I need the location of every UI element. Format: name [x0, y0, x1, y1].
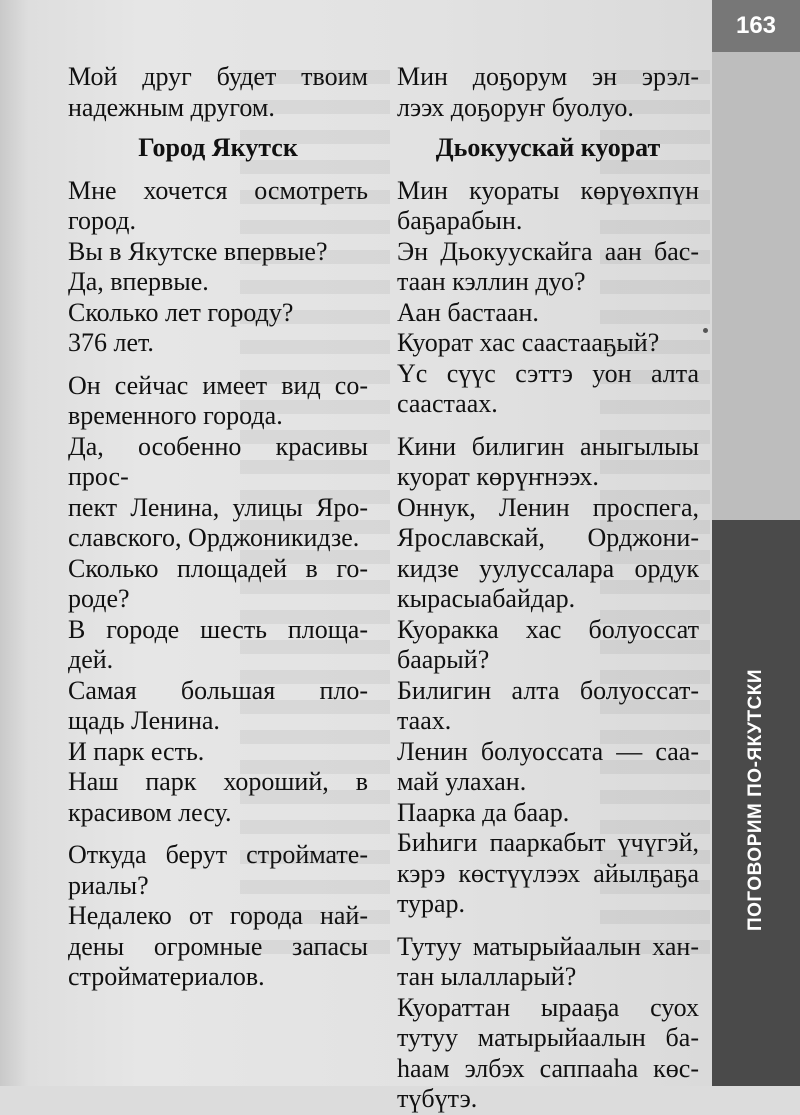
section-heading: Город Якутск [138, 133, 298, 162]
text-line: Куораттан ырааҕа суох [397, 992, 699, 1022]
phrase [397, 676, 699, 737]
text-line: стройматериалов. [68, 962, 265, 991]
phrase [397, 176, 699, 237]
phrase [397, 298, 699, 329]
phrase [68, 176, 368, 237]
phrase [397, 828, 699, 920]
text-line: турар. [397, 889, 466, 918]
text-line: надежным другом. [68, 92, 275, 122]
phrase [68, 432, 368, 554]
phrase [397, 993, 699, 1115]
phrase [68, 737, 368, 768]
phrase [68, 267, 368, 298]
text-line: таан кэллин дуо? [397, 267, 586, 296]
text-line: баҕарабын. [397, 206, 523, 235]
phrase [68, 298, 368, 329]
text-line: Куорат хас саастааҕый? [397, 328, 660, 357]
text-line: тутуу матырыйаалын ба- [397, 1023, 699, 1052]
text-line: Сколько лет городу? [68, 297, 294, 327]
text-line: Ленин болуоссата — саа- [397, 736, 699, 766]
sakha-column [397, 62, 699, 1115]
text-line: Паарка да баар. [397, 797, 570, 827]
phrase [397, 493, 699, 615]
phrase [397, 798, 699, 829]
text-line: куорат көрүҥнээх. [397, 462, 599, 491]
phrase [68, 554, 368, 615]
intro-paragraph [68, 62, 368, 123]
text-line: Ярославскай, Орджони- [397, 523, 699, 552]
text-line: Недалеко от города най- [68, 901, 368, 930]
text-line: Мин доҕорум эн эрэл- [397, 62, 699, 91]
text-line: Мин куораты көрүөхпүн [397, 175, 699, 205]
intro-paragraph [397, 62, 699, 123]
text-line: Он сейчас имеет вид со- [68, 370, 368, 400]
text-line: кидзе уулуссалара ордук [397, 553, 699, 583]
text-line: город. [68, 206, 136, 235]
page-number: 163 [735, 12, 777, 39]
phrase [68, 237, 368, 268]
phrase [68, 371, 368, 432]
phrase [68, 676, 368, 737]
phrase [397, 359, 699, 420]
section-heading: Дьокуускай куорат [435, 133, 661, 162]
text-line: роде? [68, 584, 130, 613]
text-line: Оннук, Ленин проспега, [397, 492, 699, 522]
text-line: кэрэ көстүүлээх айылҕаҕа [397, 858, 699, 888]
text-line: Үс сүүс сэттэ уон алта [397, 358, 699, 388]
text-line: Мне хочется осмотреть [68, 175, 368, 205]
text-line: Мой друг будет твоим [68, 62, 368, 91]
side-tab-upper [712, 0, 800, 520]
text-line: 376 лет. [68, 328, 154, 357]
text-line: Аан бастаан. [397, 297, 539, 327]
text-line: дей. [68, 645, 114, 674]
ink-speck [703, 328, 708, 333]
phrase [68, 328, 368, 359]
phrase [397, 237, 699, 298]
phrase [397, 615, 699, 676]
phrase [397, 932, 699, 993]
text-line: славского, Орджоникидзе. [68, 523, 360, 552]
text-line: лээх доҕоруҥ буолуо. [397, 92, 634, 122]
text-line: Да, впервые. [68, 267, 209, 296]
text-line: Куоракка хас болуоссат [397, 614, 699, 644]
phrase [397, 737, 699, 798]
text-line: Да, особенно красивы прос- [68, 431, 368, 491]
text-line: В городе шесть площа- [68, 614, 368, 644]
text-line: кырасыабайдар. [397, 584, 576, 613]
text-line: май улахан. [397, 767, 527, 796]
text-line: временного города. [68, 401, 283, 430]
page-number-box [712, 0, 800, 52]
phrase [68, 901, 368, 993]
text-line: Кини билигин аныгылыы [397, 431, 699, 461]
phrase [397, 432, 699, 493]
side-tab [712, 0, 800, 1086]
text-line: Биһиги пааркабыт үчүгэй, [397, 828, 699, 857]
text-line: Наш парк хороший, в [68, 767, 368, 796]
text-line: Билигин алта болуоссат- [397, 675, 699, 705]
text-line: дены огромные запасы [68, 931, 368, 961]
text-line: һаам элбэх саппааһа көс- [397, 1053, 699, 1083]
russian-column [68, 62, 368, 993]
text-line: пект Ленина, улицы Яро- [68, 492, 368, 522]
text-line: красивом лесу. [68, 797, 232, 827]
text-line: таах. [397, 706, 452, 735]
text-line: И парк есть. [68, 736, 205, 766]
text-line: риалы? [68, 870, 149, 900]
text-line: тан ылалларый? [397, 962, 577, 991]
phrase [68, 840, 368, 901]
phrase [68, 615, 368, 676]
text-line: саастаах. [397, 389, 498, 418]
text-line: баарый? [397, 645, 490, 674]
text-line: Эн Дьокуускайга аан бас- [397, 236, 699, 266]
phrase [68, 767, 368, 828]
text-line: Тутуу матырыйаалын хан- [397, 931, 699, 961]
section-title: ПОГОВОРИМ ПО-ЯКУТСКИ [745, 668, 766, 932]
text-line: Вы в Якутске впервые? [68, 236, 328, 266]
text-line: Самая большая пло- [68, 675, 368, 705]
text-line: Откуда берут строймате- [68, 840, 368, 869]
text-line: щадь Ленина. [68, 706, 220, 735]
phrase [397, 328, 699, 359]
text-line: түбүтэ. [397, 1084, 478, 1113]
text-line: Сколько площадей в го- [68, 553, 368, 583]
